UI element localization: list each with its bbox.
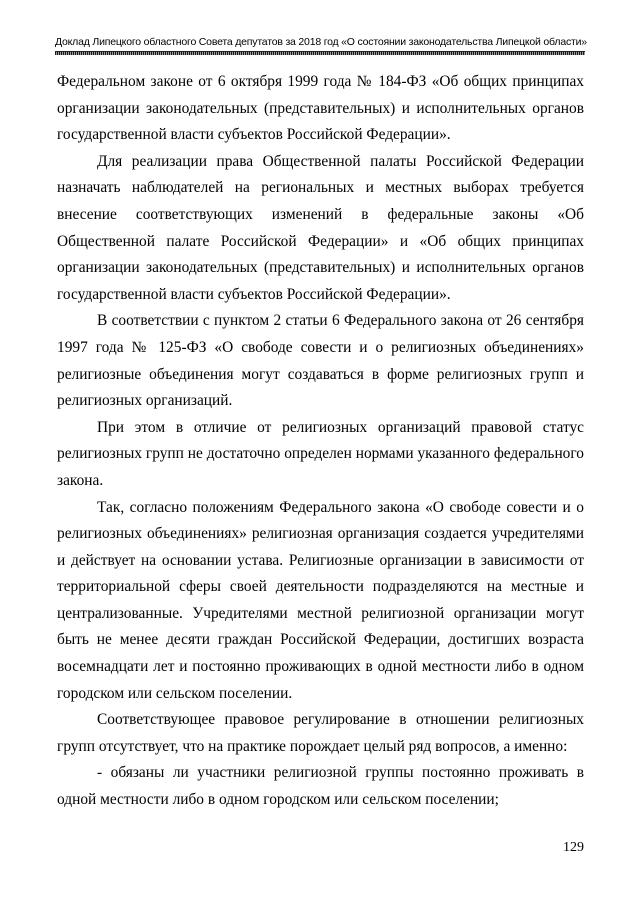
page-number: 129 [563, 840, 584, 855]
document-body [57, 69, 584, 814]
running-header: Доклад Липецкого областного Совета депутатов за 2018 год «О состоянии законодательства Липецкой области» [55, 36, 587, 48]
paragraph: Соответствующее правовое регулирование в отношении религиозных групп отсутствует, что на практике порождает целый ряд вопросов, а именно: [57, 711, 584, 755]
list-item-paragraph: - обязаны ли участники религиозной группы постоянно проживать в одной местности либо в одном городском или сельском поселении; [57, 764, 584, 809]
paragraph: В соответствии с пунктом 2 статьи 6 Федерального закона от 26 сентября 1997 года № 125-ФЗ «О свободе совести и о религиозных объединениях» религиозные объединения могут создаваться в форме религиозных групп и религиозных организаций. [57, 312, 584, 410]
header-divider [55, 51, 585, 55]
paragraph: Для реализации права Общественной палаты Российской Федерации назначать наблюдателей на региональных и местных выборах требуется внесение соответствующих изменений в федеральные законы «Об Общественной палате Российской Федерации» и «Об общих принципах организации законодательных (представительных) и исполнительных органов государственной власти субъектов Российской Федерации». [57, 152, 584, 303]
paragraph: Так, согласно положениям Федерального закона «О свободе совести и о религиозных объединениях» религиозная организация создается учредителями и действует на основании устава. Религиозные организации в зависимости от территориальной сферы своей деятельности подразделяются на местные и централизованные. Учредителями местной религиозной организации могут быть не менее десяти граждан Российской Федерации, достигших возраста восемнадцати лет и постоянно проживающих в одной местности либо в одном городском или сельском поселении. [57, 498, 584, 702]
paragraph-continuation: Федеральном законе от 6 октября 1999 года № 184-ФЗ «Об общих принципах организации законодательных (представительных) и исполнительных органов государственной власти субъектов Российской Федерации». [57, 73, 584, 144]
paragraph: При этом в отличие от религиозных организаций правовой статус религиозных групп не достаточно определен нормами указанного федерального закона. [57, 418, 584, 489]
